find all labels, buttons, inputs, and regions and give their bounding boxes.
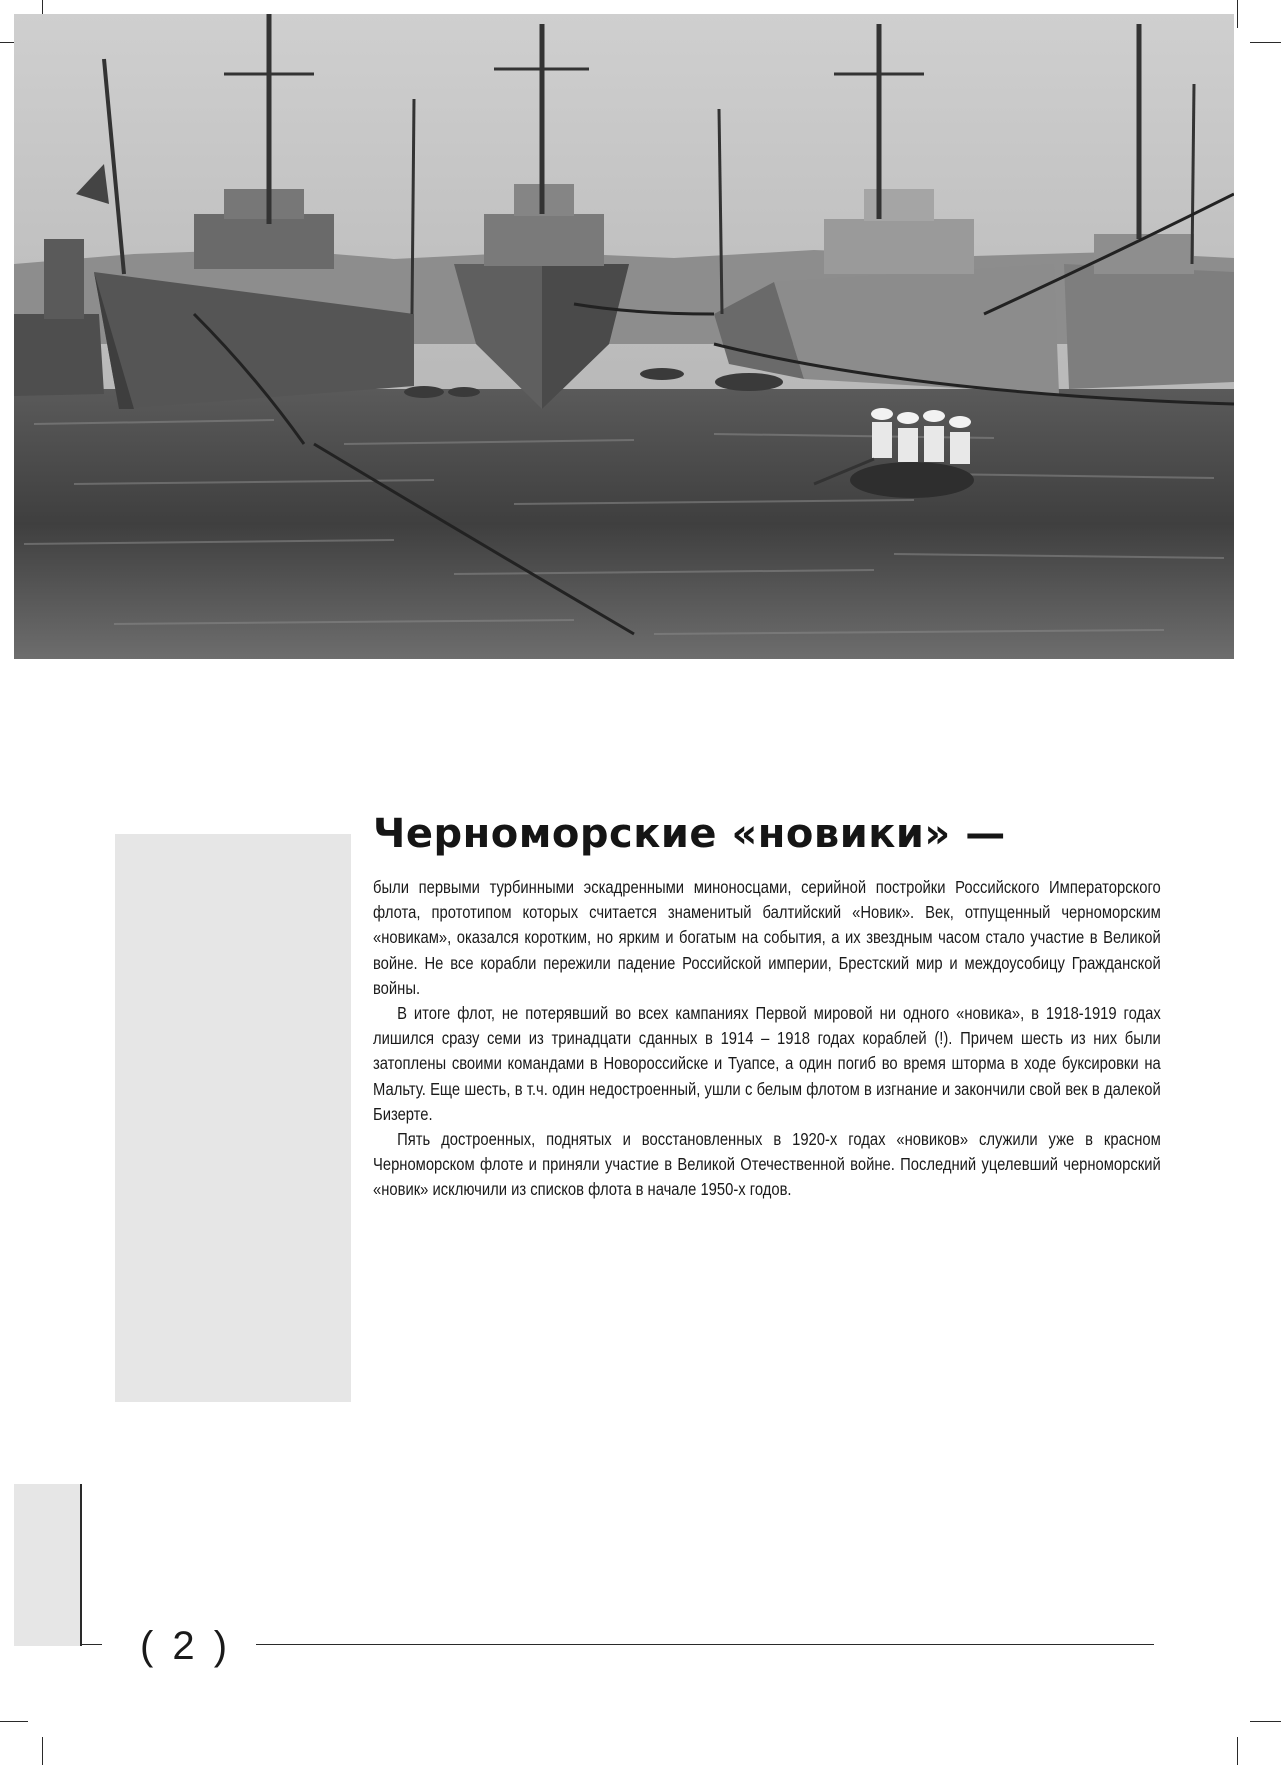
article-paragraph: В итоге флот, не потерявший во всех кампаниях Первой мировой ни одного «новика», в 1918-1919 годах лишился сразу семи из тринадцати сданных в 1914 – 1918 годах кораблей (!). Причем шесть из них были затоплены своими командами в Новороссийске и Туапсе, а один погиб во время шторма в ходе буксировки на Мальту. Еще шесть, в т.ч. один недостроенный, ушли с белым флотом в изгнание и закончили свой век в далекой Бизерте.: [373, 1003, 1161, 1124]
article-paragraph: были первыми турбинными эскадренными миноносцами, серийной постройки Российского Императорского флота, прототипом которых считается знаменитый балтийский «Новик». Век, отпущенный черноморским «новикам», оказался коротким, но ярким и богатым на события, а их звездным часом стало участие в Великой войне. Не все корабли пережили падение Российской империи, Брестский мир и междоусобицу Гражданской войны.: [373, 877, 1161, 998]
article: [373, 810, 1161, 1203]
crop-mark: [1237, 0, 1238, 28]
article-body: [373, 875, 1161, 1203]
sidebar-grey-panel: [115, 834, 351, 1402]
tab-underline: [80, 1644, 102, 1645]
page-edge-tab: [14, 1484, 82, 1646]
page-number: ( 2 ): [140, 1624, 232, 1668]
crop-mark: [1250, 42, 1281, 43]
crop-mark: [0, 1721, 28, 1722]
crop-mark: [42, 1737, 43, 1765]
article-headline: Черноморские «новики» —: [373, 811, 1006, 857]
article-paragraph: Пять достроенных, поднятых и восстановленных в 1920-х годах «новиков» служили уже в красном Черноморском флоте и приняли участие в Великой Отечественной войне. Последний уцелевший черноморский «новик» исключили из списков флота в начале 1950-х годов.: [373, 1129, 1161, 1200]
crop-mark: [1237, 1737, 1238, 1765]
footer-rule: [256, 1644, 1154, 1645]
crop-mark: [1250, 1721, 1281, 1722]
harbor-destroyers-photo: [14, 14, 1234, 659]
